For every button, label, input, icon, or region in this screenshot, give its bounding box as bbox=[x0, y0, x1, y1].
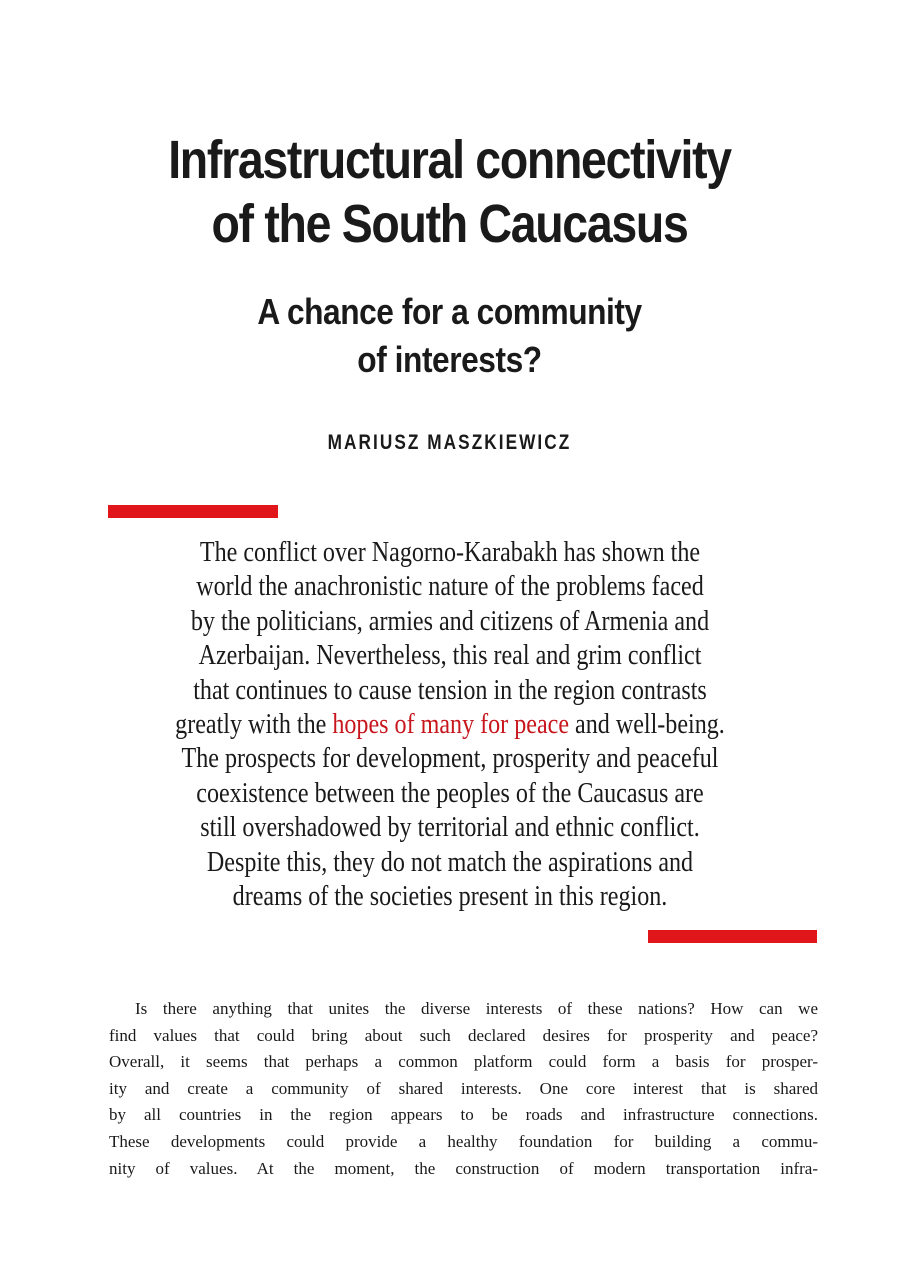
lede-line: The conflict over Nagorno-Karabakh has shown the bbox=[199, 537, 701, 568]
lede-text: and well-being. bbox=[569, 709, 725, 741]
lede-line: dreams of the societies present in this region. bbox=[232, 881, 668, 913]
lede-line: that continues to cause tension in the region contrasts bbox=[193, 674, 707, 706]
lede-line: Despite this, they do not match the aspirations and bbox=[206, 846, 694, 878]
author-name: MARIUSZ MASZKIEWICZ bbox=[327, 431, 572, 454]
body-paragraph bbox=[109, 996, 818, 1182]
body-line: Overall, it seems that perhaps a common platform could form a basis for prosper- bbox=[109, 1052, 818, 1072]
body-line: nity of values. At the moment, the construction of modern transportation infra- bbox=[109, 1158, 818, 1178]
lede-line: world the anachronistic nature of the problems faced bbox=[196, 571, 704, 603]
lede-text: greatly with the bbox=[175, 709, 333, 741]
article-title-line: of the South Caucasus bbox=[211, 194, 688, 254]
lede-line: coexistence between the peoples of the Caucasus are bbox=[196, 777, 704, 809]
body-line: by all countries in the region appears to be roads and infrastructure connections. bbox=[109, 1105, 818, 1125]
article-subtitle-line: A chance for a community bbox=[257, 291, 642, 332]
article-subtitle bbox=[54, 288, 845, 384]
accent-bar-top bbox=[108, 505, 278, 518]
accent-bar-bottom bbox=[648, 930, 817, 943]
article-title-line: Infrastructural connectivity bbox=[168, 130, 731, 190]
article-subtitle-line: of interests? bbox=[357, 339, 542, 380]
lede-line bbox=[175, 708, 725, 742]
lede-paragraph bbox=[175, 536, 725, 914]
lede-line: still overshadowed by territorial and ethnic conflict. bbox=[200, 812, 700, 844]
article-title bbox=[63, 128, 836, 256]
lede-line: by the politicians, armies and citizens of Armenia and bbox=[190, 605, 710, 637]
body-line: find values that could bring about such declared desires for prosperity and peace? bbox=[109, 1025, 818, 1045]
lede-line: The prospects for development, prosperity and peaceful bbox=[181, 743, 719, 775]
lede-line: Azerbaijan. Nevertheless, this real and grim conflict bbox=[198, 640, 702, 672]
lede-highlight: hopes of many for peace bbox=[332, 709, 570, 741]
body-line: These developments could provide a healthy foundation for building a commu- bbox=[109, 1131, 818, 1151]
body-line: Is there anything that unites the diverse interests of these nations? How can we bbox=[135, 999, 818, 1018]
body-line: ity and create a community of shared interests. One core interest that is shared bbox=[109, 1078, 818, 1098]
